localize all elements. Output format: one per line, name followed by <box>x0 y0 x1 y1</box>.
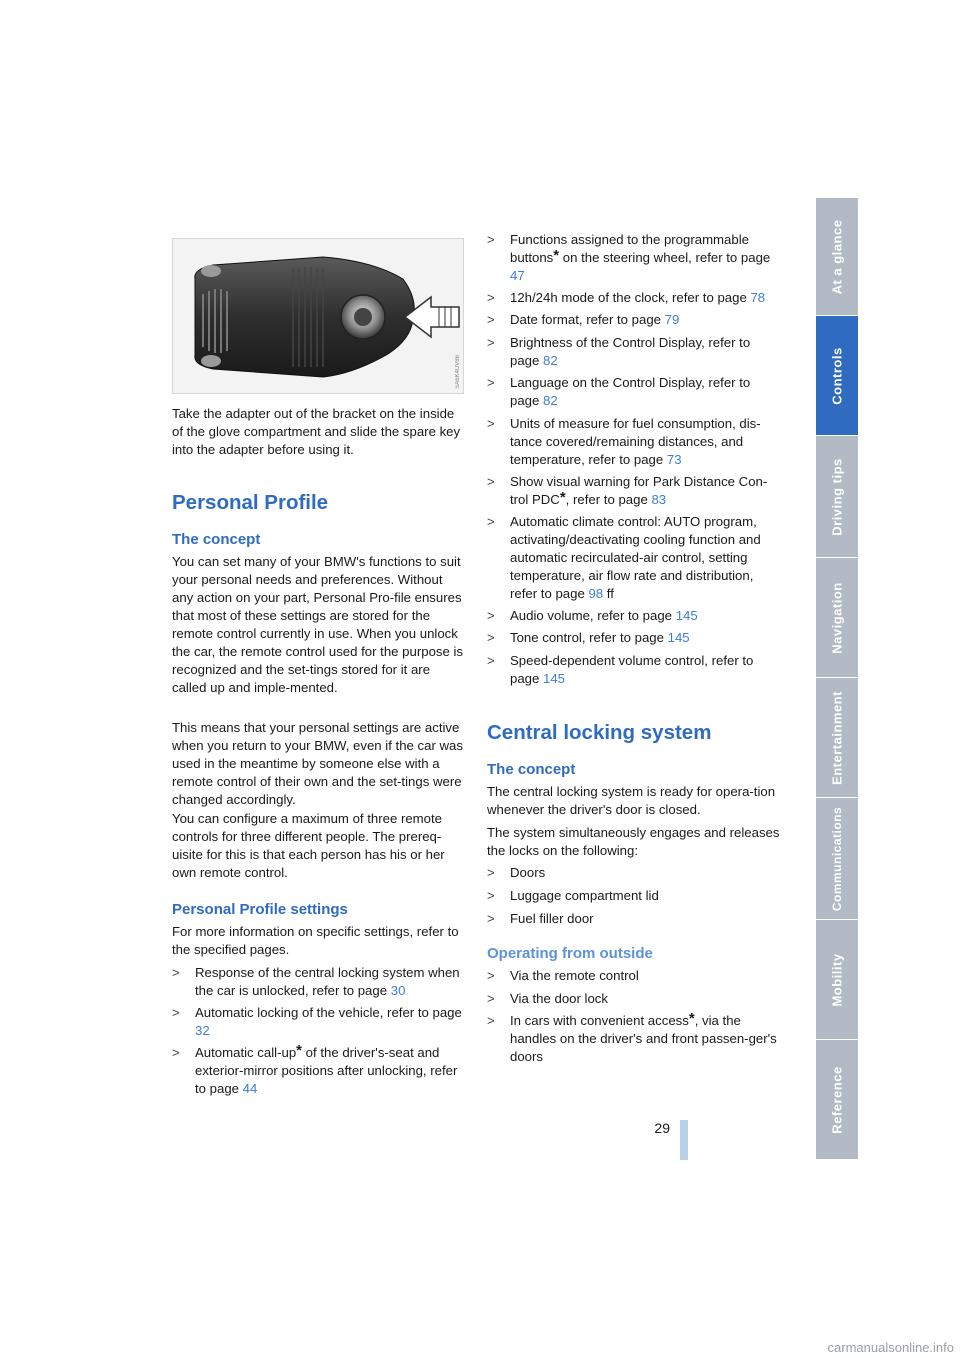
bullet-marker: > <box>487 608 495 623</box>
tab-driving-tips[interactable]: Driving tips <box>816 436 858 558</box>
list-item: > Response of the central locking system when the car is unlocked, refer to page 30 <box>172 965 460 998</box>
tab-mobility[interactable]: Mobility <box>816 920 858 1040</box>
bullet-marker: > <box>487 968 495 983</box>
optional-equipment-star: * <box>296 1042 302 1059</box>
list-item: > Automatic locking of the vehicle, refer to page 32 <box>172 1005 462 1038</box>
bullet-marker: > <box>487 232 495 247</box>
image-caption: Take the adapter out of the bracket on the inside of the glove compartment and slide the spare key into the adapter before using it. <box>172 406 461 457</box>
section-heading-central-locking: Central locking system <box>487 721 712 744</box>
page-link[interactable]: 145 <box>675 608 698 623</box>
bullet-marker: > <box>487 991 495 1006</box>
central-locking-paragraph-2: The system simultaneously engages and releases the locks on the following: <box>487 825 780 858</box>
list-item: > Show visual warning for Park Distance Con-trol PDC*, refer to page 83 <box>487 474 768 507</box>
tab-communications[interactable]: Communications <box>816 798 858 920</box>
tab-entertainment[interactable]: Entertainment <box>816 678 858 798</box>
page-link[interactable]: 30 <box>390 983 406 998</box>
section-heading-personal-profile: Personal Profile <box>172 491 329 514</box>
concept-paragraph-3: You can configure a maximum of three remote controls for three different people. The prereq-uisite for this is that each person has his or her own remote control. <box>172 811 445 880</box>
key-adapter-illustration <box>173 239 463 393</box>
tab-controls[interactable]: Controls <box>816 316 858 436</box>
bullet-marker: > <box>487 290 495 305</box>
bullet-marker: > <box>487 653 495 668</box>
page-link[interactable]: 79 <box>664 312 680 327</box>
subheading-operating-from-outside: Operating from outside <box>487 945 653 962</box>
bullet-marker: > <box>487 312 495 327</box>
page-number: 29 <box>654 1120 670 1136</box>
list-item: > Fuel filler door <box>487 911 594 926</box>
page-link[interactable]: 73 <box>666 452 682 467</box>
list-item: > Automatic call-up* of the driver's-seat and exterior-mirror positions after unlocking, refer to page 44 <box>172 1042 458 1096</box>
concept-paragraph-1: You can set many of your BMW's functions to suit your personal needs and preferences. Without any action on your part, Personal Pro-file ensures that most of these settings are stored for the remote control currently in use. When you unlock the car, the remote control used for the purpose is recognized and the set-tings stored for it are called up and imple-mented. <box>172 554 464 695</box>
page-link[interactable]: 32 <box>195 1023 210 1038</box>
bullet-marker: > <box>487 911 495 926</box>
subheading-personal-profile-settings: Personal Profile settings <box>172 901 348 918</box>
optional-equipment-star: * <box>559 489 566 506</box>
subheading-the-concept: The concept <box>487 761 576 778</box>
watermark: carmanualsonline.info <box>827 1340 954 1355</box>
key-adapter-image <box>172 238 464 394</box>
list-item: > Via the door lock <box>487 991 608 1006</box>
tab-at-a-glance[interactable]: At a glance <box>816 198 858 316</box>
list-item: > Via the remote control <box>487 968 639 983</box>
page-link[interactable]: 78 <box>750 290 766 305</box>
bullet-marker: > <box>487 888 495 903</box>
page-link[interactable]: 47 <box>510 268 525 283</box>
list-item: > Doors <box>487 865 546 880</box>
list-item: > Language on the Control Display, refer to page 82 <box>487 375 751 408</box>
bullet-marker: > <box>487 514 495 529</box>
page-link[interactable]: 82 <box>543 353 558 368</box>
tab-navigation[interactable]: Navigation <box>816 558 858 678</box>
bullet-marker: > <box>487 416 495 431</box>
list-item: > Tone control, refer to page 145 <box>487 630 690 645</box>
list-item: > Luggage compartment lid <box>487 888 659 903</box>
list-item: > Units of measure for fuel consumption, dis-tance covered/remaining distances, and temperature, refer to page 73 <box>487 416 761 467</box>
bullet-marker: > <box>487 865 495 880</box>
optional-equipment-star: * <box>553 247 560 264</box>
page-link[interactable]: 83 <box>651 492 667 507</box>
page-number-bar <box>680 1120 688 1160</box>
image-code: SA6K4UV86 <box>455 355 461 389</box>
list-item: > Date format, refer to page 79 <box>487 312 680 327</box>
list-item: > Functions assigned to the programmable buttons* on the steering wheel, refer to page 47 <box>487 232 771 283</box>
page-link[interactable]: 82 <box>543 393 558 408</box>
list-item: > Automatic climate control: AUTO program, activating/deactivating cooling function and automatic recirculated-air control, setting temperature, air flow rate and distribution, refer to page 98 ff <box>487 514 761 601</box>
bullet-marker: > <box>487 375 495 390</box>
settings-intro: For more information on specific settings, refer to the specified pages. <box>172 924 459 957</box>
page-link[interactable]: 145 <box>667 630 690 645</box>
page-link[interactable]: 98 <box>588 586 604 601</box>
optional-equipment-star: * <box>688 1010 695 1027</box>
page-link[interactable]: 145 <box>543 671 566 686</box>
subheading-the-concept: The concept <box>172 531 261 548</box>
page-link[interactable]: 44 <box>242 1081 258 1096</box>
central-locking-paragraph-1: The central locking system is ready for opera-tion whenever the driver's door is closed. <box>487 784 776 817</box>
list-item: > 12h/24h mode of the clock, refer to page 78 <box>487 290 766 305</box>
chapter-tabs <box>816 198 858 1160</box>
list-item: > Brightness of the Control Display, refer to page 82 <box>487 335 751 368</box>
bullet-marker: > <box>487 474 495 489</box>
bullet-marker: > <box>172 965 180 980</box>
list-item: > Audio volume, refer to page 145 <box>487 608 698 623</box>
bullet-marker: > <box>487 335 495 350</box>
bullet-marker: > <box>487 630 495 645</box>
concept-paragraph-2: This means that your personal settings are active when you return to your BMW, even if the car was used in the meantime by someone else with a remote control of their own and the set-tings were changed accordingly. <box>172 720 463 807</box>
list-item: > Speed-dependent volume control, refer to page 145 <box>487 653 754 686</box>
list-item: > In cars with convenient access*, via the handles on the driver's and front passen-ger's doors <box>487 1010 777 1064</box>
tab-reference[interactable]: Reference <box>816 1040 858 1160</box>
bullet-marker: > <box>487 1013 495 1028</box>
bullet-marker: > <box>172 1045 180 1060</box>
bullet-marker: > <box>172 1005 180 1020</box>
